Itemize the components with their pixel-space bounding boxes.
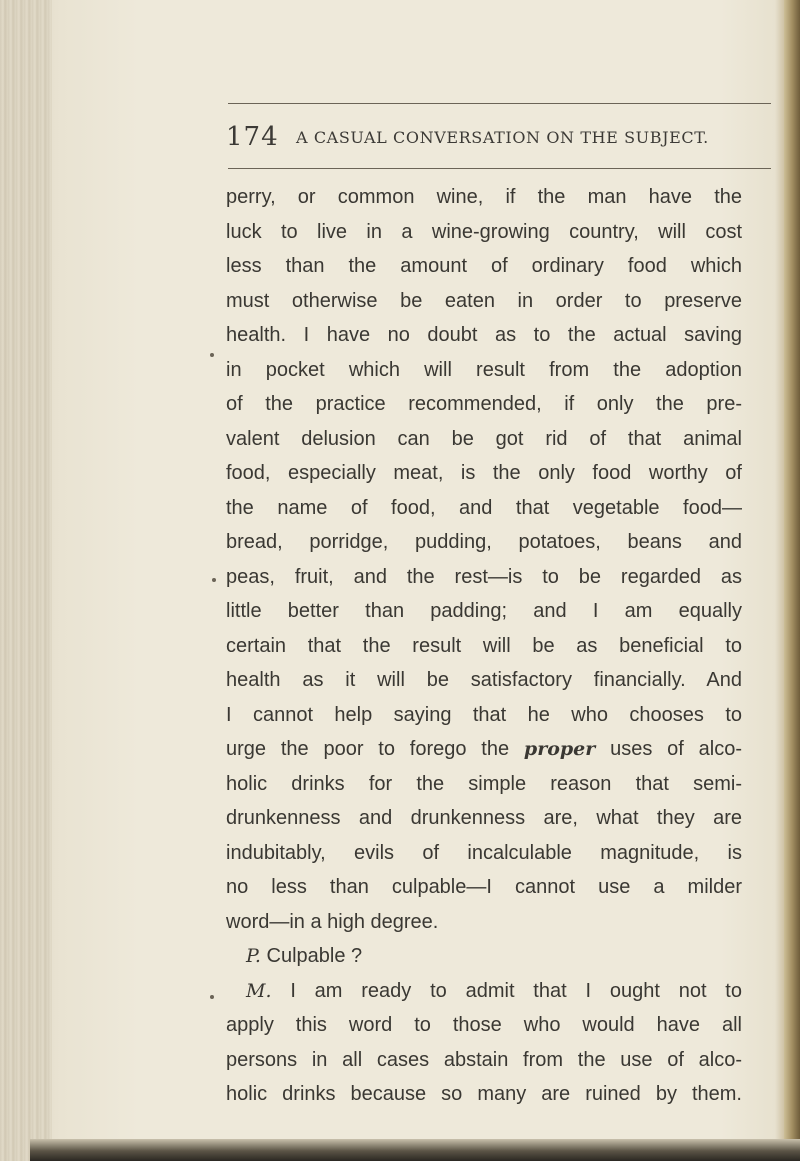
page-edge-right [784,0,800,1161]
header-bottom-rule [228,168,771,169]
text-line: holic drinks for the simple reason that semi- [226,772,742,795]
speaker-label: P. [246,945,261,967]
page-header [226,122,771,152]
text-line: food, especially meat, is the only food worthy of [226,462,742,484]
text-line: bread, porridge, pudding, potatoes, beans and [226,531,742,553]
text-segment: urge the poor to forego the [226,738,524,760]
margin-mark [212,578,216,582]
text-line: must otherwise be eaten in order to preserve [226,289,742,312]
margin-mark [210,353,214,357]
text-line: the name of food, and that vegetable food— [226,496,742,519]
dialogue-text: I am ready to admit that I ought not to [290,979,742,1002]
text-line: indubitably, evils of incalculable magnitude, is [226,841,742,864]
dialogue-line-m [226,974,742,1009]
body-text [226,180,742,1112]
text-line: in pocket which will result from the adoption [226,358,742,381]
page-edge-bottom [30,1139,800,1161]
dialogue-line-p [226,939,742,974]
text-line: apply this word to those who would have all [226,1014,742,1036]
text-line: luck to live in a wine-growing country, will cost [226,220,742,243]
text-line: health as it will be satisfactory financially. And [226,669,742,691]
margin-mark [210,995,214,999]
text-segment: uses of alco- [595,738,742,760]
text-line: peas, fruit, and the rest—is to be regarded as [226,565,742,588]
text-line: persons in all cases abstain from the use of alco- [226,1048,742,1071]
text-line: drunkenness and drunkenness are, what they are [226,807,742,829]
text-line-with-emphasis [226,732,742,767]
text-line: perry, or common wine, if the man have the [226,186,742,208]
emphasis-word: proper [523,738,596,760]
text-line: valent delusion can be got rid of that animal [226,427,742,450]
dialogue-text: Culpable ? [266,945,363,967]
text-line: of the practice recommended, if only the pre- [226,393,742,415]
text-line: little better than padding; and I am equally [226,600,742,622]
text-line: certain that the result will be as beneficial to [226,634,742,657]
binding-gutter [0,0,52,1161]
speaker-label: M. [246,979,272,1002]
text-line: I cannot help saying that he who chooses to [226,703,742,726]
page-number: 174 [226,122,279,152]
running-title: A CASUAL CONVERSATION ON THE SUBJECT. [296,128,709,147]
text-line: no less than culpable—I cannot use a milder [226,876,742,898]
header-top-rule [228,103,771,104]
text-line: holic drinks because so many are ruined by them. [226,1083,742,1105]
text-line: word—in a high degree. [226,910,439,933]
text-line: less than the amount of ordinary food which [226,255,742,277]
text-line: health. I have no doubt as to the actual saving [226,324,742,346]
